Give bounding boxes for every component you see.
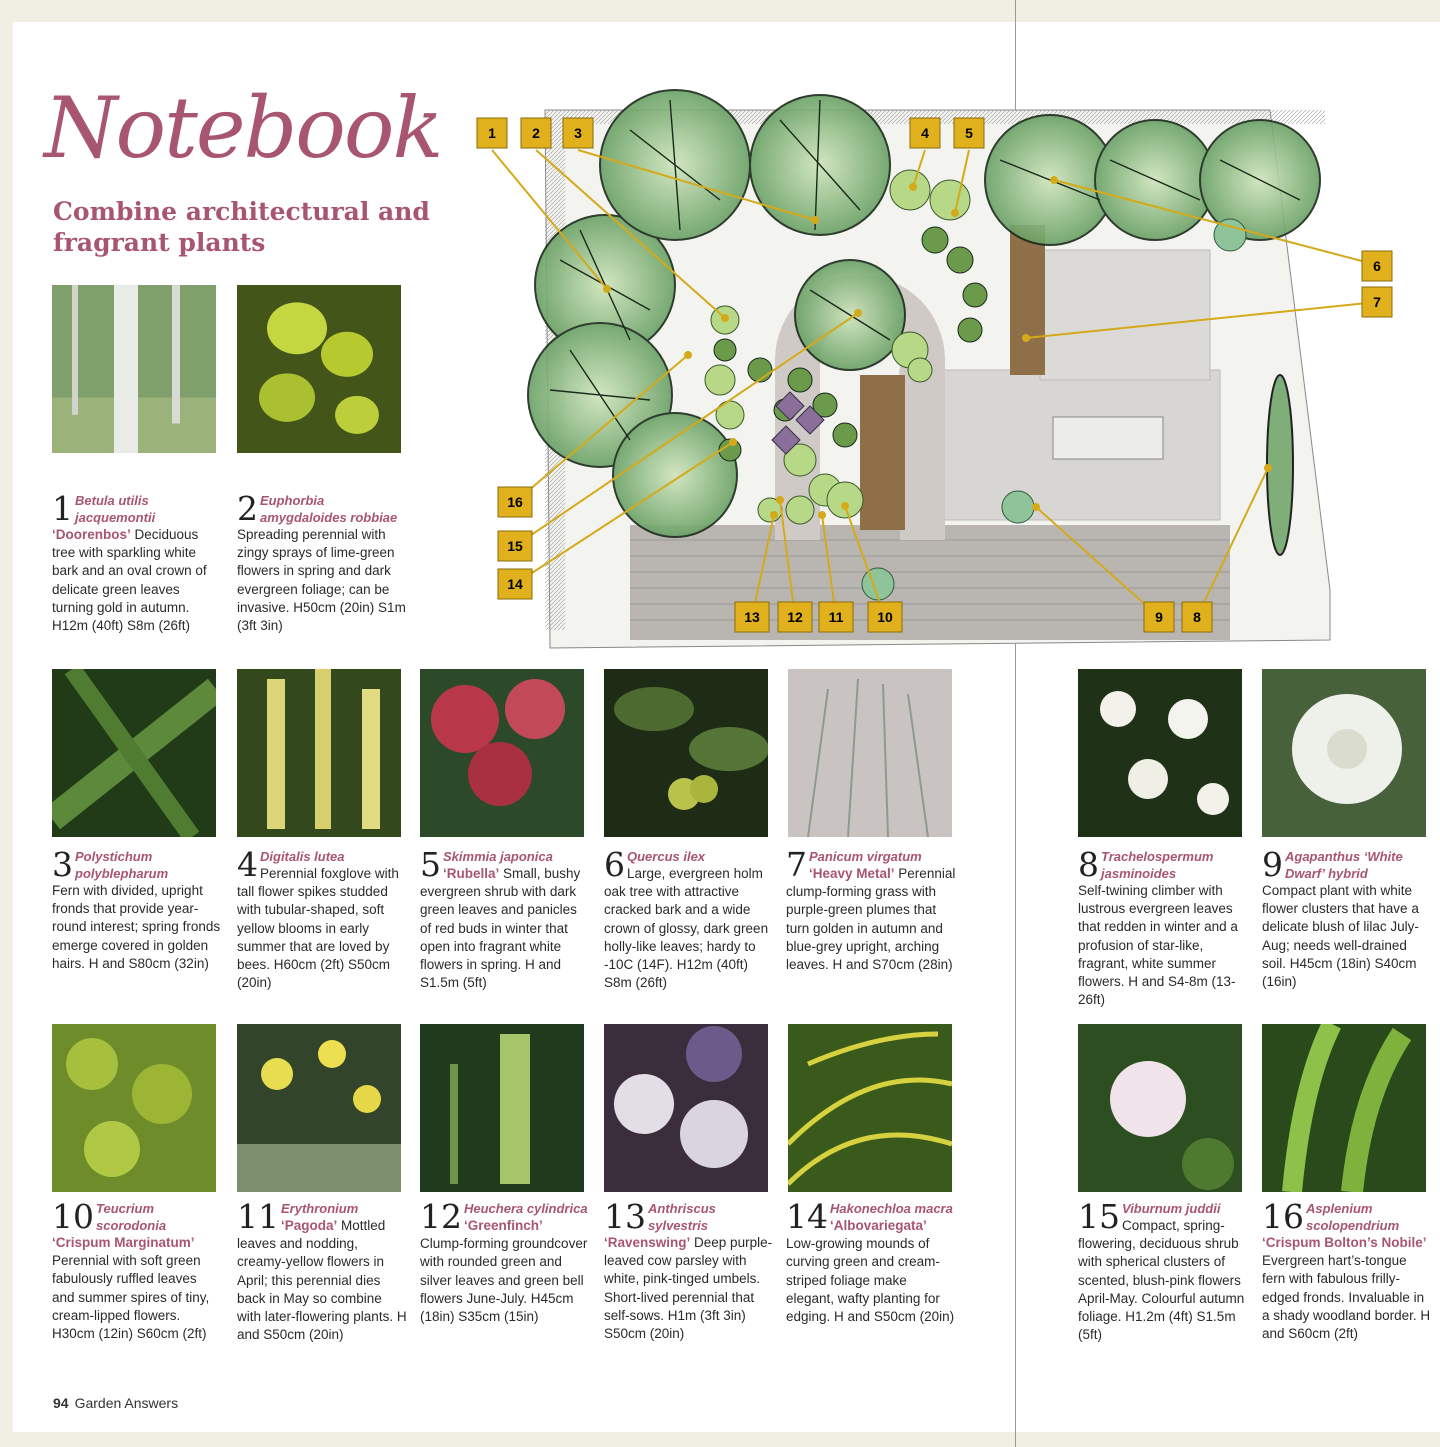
plant-photo-12 [420,1024,584,1192]
svg-text:15: 15 [507,538,523,554]
plan-badge-15 [498,531,532,561]
plan-badge-10 [868,602,902,632]
plant-photo-8 [1078,669,1242,837]
plan-badge-9 [1144,602,1174,632]
svg-text:5: 5 [965,125,973,141]
plant-photo-4 [237,669,401,837]
plant-card-16: 16 Asplenium scolopendrium ‘Crispum Bolton’s Nobile’ Evergreen hart’s-tongue fern with fabulous frilly-edged fronds. Invaluable in a shady woodland border. H and S60cm (2ft) [1262,1197,1431,1342]
svg-text:1: 1 [488,125,496,141]
plant-card-6: 6 Quercus ilex Large, evergreen holm oak tree with attractive cracked bark and a wide crown of glossy, dark green holly-like leaves; hardy to -10C (14F). H12m (40ft) S8m (26ft) [604,845,769,991]
plan-badge-12 [778,602,812,632]
plan-badge-13 [735,602,769,632]
plant-card-10: 10 Teucrium scorodonia ‘Crispum Marginatum’ Perennial with soft green fabulously ruffled leaves and summer spires of tiny, cream-lipped flowers. H30cm (12in) S60cm (2ft) [52,1197,210,1342]
svg-text:7: 7 [1373,294,1381,310]
svg-text:14: 14 [507,576,523,592]
plant-photo-11 [237,1024,401,1192]
svg-text:12: 12 [787,609,803,625]
svg-text:10: 10 [877,609,893,625]
svg-text:6: 6 [1373,258,1381,274]
plant-photo-14 [788,1024,952,1192]
svg-text:11: 11 [828,609,844,625]
plan-badge-3 [563,118,593,148]
plant-photo-10 [52,1024,216,1192]
plan-badge-16 [498,487,532,517]
svg-text:3: 3 [574,125,582,141]
page-number: 94 [53,1395,69,1411]
svg-text:16: 16 [507,494,523,510]
plant-photo-3 [52,669,216,837]
plant-photo-15 [1078,1024,1242,1192]
plant-card-8: 8 Trachelospermum jasminoides Self-twining climber with lustrous evergreen leaves that redden in winter and a profusion of star-like, fragrant, white summer flowers. H and S4-8m (13-26ft) [1078,845,1238,1008]
plan-badge-7 [1362,287,1392,317]
plan-badge-11 [819,602,853,632]
svg-text:8: 8 [1193,609,1201,625]
plant-card-7: 7 Panicum virgatum ‘Heavy Metal’ Perennial clump-forming grass with purple-green plumes that turn golden in autumn and blue-grey upright, arching leaves. H and S70cm (28in) [786,845,956,973]
svg-text:4: 4 [921,125,929,141]
plant-photo-16 [1262,1024,1426,1192]
plan-badge-5 [954,118,984,148]
plan-badge-4 [910,118,940,148]
plant-photo-6 [604,669,768,837]
plant-photo-5 [420,669,584,837]
page-folio [53,1395,178,1411]
plant-photo-13 [604,1024,768,1192]
svg-text:13: 13 [744,609,760,625]
plant-card-15: 15 Viburnum juddii Compact, spring-flowering, deciduous shrub with spherical clusters of scented, blush-pink flowers April-May. Colourful autumn foliage. H1.2m (4ft) S1.5m (5ft) [1078,1197,1245,1343]
plant-photo-7 [788,669,952,837]
plan-badge-6 [1362,251,1392,281]
plant-card-1: 1 Betula utilis jacquemontii ‘Doorenbos’ Deciduous tree with sparkling white bark and an oval crown of delicate green leaves turning gold in autumn. H12m (40ft) S8m (26ft) [52,489,207,634]
plant-card-13: 13 Anthriscus sylvestris ‘Ravenswing’ Deep purple-leaved cow parsley with white, pink-tinged umbels. Short-lived perennial that self-sows. H1m (3ft 3in) S50cm (20in) [604,1197,773,1342]
garden-plan [470,70,1410,660]
svg-text:9: 9 [1155,609,1163,625]
magazine-name: Garden Answers [74,1395,179,1411]
plant-card-12: 12 Heuchera cylindrica ‘Greenfinch’ Clump-forming groundcover with rounded green and silver leaves and green bell flowers June-July. H45cm (18in) S35cm (15in) [420,1197,588,1325]
page-title: Notebook [44,79,442,177]
plant-card-14: 14 Hakonechloa macra ‘Albovariegata’ Low-growing mounds of curving green and cream-striped foliage make elegant, wafty planting for edging. H and S50cm (20in) [786,1197,955,1325]
plant-photo-9 [1262,669,1426,837]
plan-badge-2 [521,118,551,148]
svg-text:2: 2 [532,125,540,141]
plant-card-3: 3 Polystichum polyblepharum Fern with divided, upright fronds that provide year-round interest; spring fronds emerge covered in golden hairs. H and S80cm (32in) [52,845,221,971]
plan-badge-1 [477,118,507,148]
plant-card-5: 5 Skimmia japonica ‘Rubella’ Small, bushy evergreen shrub with dark green leaves and panicles of red buds in winter that open into fragrant white flowers in spring. H and S1.5m (5ft) [420,845,581,991]
plant-photo-2 [237,285,401,453]
plan-badge-8 [1182,602,1212,632]
plant-card-9: 9 Agapanthus ‘White Dwarf’ hybrid Compact plant with white flower clusters that have a delicate blush of lilac July-Aug; needs well-drained soil. H45cm (18in) S40cm (16in) [1262,845,1419,990]
page-subtitle: Combine architectural and fragrant plants [53,197,430,257]
plant-photo-1 [52,285,216,453]
plant-card-11: 11 Erythronium ‘Pagoda’ Mottled leaves and nodding, creamy-yellow flowers in April; this perennial dies back in May so combine with later-flowering plants. H and S50cm (20in) [237,1197,407,1343]
plan-badge-14 [498,569,532,599]
plant-card-2: 2 Euphorbia amygdaloides robbiae Spreading perennial with zingy sprays of lime-green flowers in spring and dark evergreen foliage; can be invasive. H50cm (20in) S1m (3ft 3in) [237,489,406,634]
plant-card-4: 4 Digitalis lutea Perennial foxglove with tall flower spikes studded with tubular-shaped, soft yellow blooms in early summer that are loved by bees. H60cm (2ft) S50cm (20in) [237,845,399,991]
